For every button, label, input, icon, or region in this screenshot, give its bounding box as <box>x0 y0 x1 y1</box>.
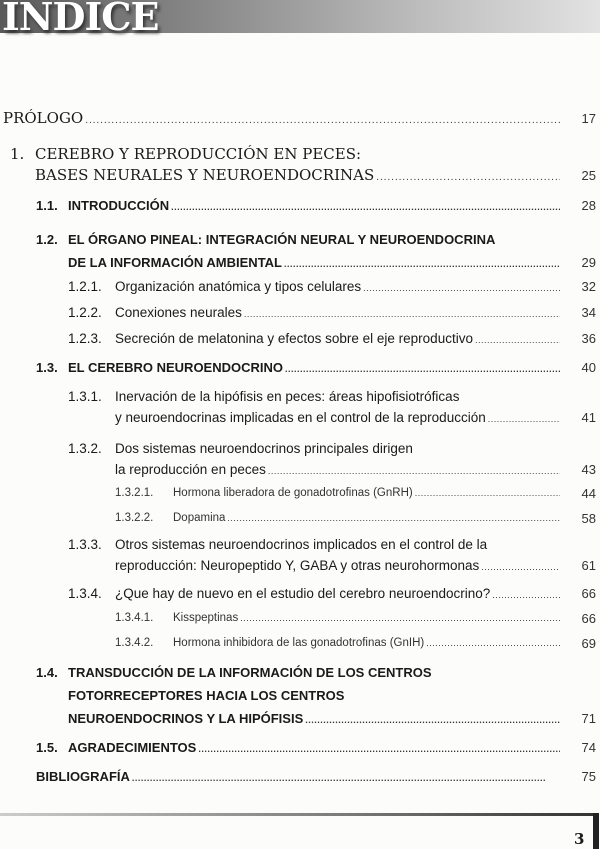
toc-entry-page: 61 <box>581 558 596 573</box>
toc-entry <box>0 765 600 788</box>
toc-entry-line: Kisspeptinas <box>173 612 239 624</box>
toc-entry-title <box>68 356 560 381</box>
toc-entry <box>0 228 600 274</box>
toc-entry-title <box>115 302 560 325</box>
toc-entry-line: la reproducción en peces <box>115 462 266 477</box>
toc-entry-page: 29 <box>581 255 596 270</box>
toc-entry-line: FOTORRECEPTORES HACIA LOS CENTROS <box>68 688 345 703</box>
toc-entry <box>0 194 600 217</box>
toc-entry-line: Conexiones neurales <box>115 305 242 320</box>
toc-entry-line: Otros sistemas neuroendocrinos implicados en el control de la <box>115 537 488 552</box>
toc-entry-number: 1.3.4.1. <box>115 612 154 624</box>
toc-entry <box>0 108 600 129</box>
toc-entry-page: 28 <box>581 198 596 213</box>
toc-entry <box>0 356 600 379</box>
toc-entry <box>0 302 600 323</box>
toc-entry-line: CEREBRO Y REPRODUCCIÓN EN PECES: <box>35 145 362 163</box>
toc-entry-number: 1.2.2. <box>68 305 102 320</box>
toc-entry-title <box>68 194 560 219</box>
toc-entry-number: 1.2.3. <box>68 331 102 346</box>
toc-entry-page: 25 <box>581 168 596 183</box>
toc-entry-line: Inervación de la hipófisis en peces: áreas hipofisiotróficas <box>115 389 460 404</box>
toc-entry-page: 69 <box>581 636 596 651</box>
toc-entry-title <box>115 583 560 606</box>
toc-entry-number: 1.3.4. <box>68 586 102 601</box>
toc-entry-line: Hormona inhibidora de las gonadotrofinas (GnIH) <box>173 637 425 649</box>
toc-entry <box>0 608 600 629</box>
dot-leader <box>240 608 560 629</box>
toc-entry-title <box>115 438 560 482</box>
toc-entry-page: 58 <box>581 511 596 526</box>
toc-entry-line: AGRADECIMIENTOS <box>68 740 197 755</box>
toc-entry-line: Hormona liberadora de gonadotrofinas (GnRH) <box>173 487 413 499</box>
toc-entry <box>0 144 600 186</box>
toc-entry-line: INTRODUCCIÓN <box>68 198 170 213</box>
page-title: INDICE <box>2 0 159 39</box>
toc-entry-line: Dos sistemas neuroendocrinos principales dirigen <box>115 441 413 456</box>
dot-leader <box>227 508 560 529</box>
toc-entry <box>0 661 600 730</box>
toc-entry-title <box>173 633 560 654</box>
toc-entry-number: 1.2.1. <box>68 279 102 294</box>
toc-entry-page: 44 <box>581 486 596 501</box>
toc-entry-line: ¿Que hay de nuevo en el estudio del cerebro neuroendocrino? <box>115 586 491 601</box>
toc-entry <box>0 386 600 428</box>
toc-entry-page: 66 <box>581 586 596 601</box>
toc-entry <box>0 276 600 297</box>
toc-entry-title <box>115 386 560 430</box>
toc-entry-title <box>68 228 560 276</box>
toc-entry-title <box>68 736 560 761</box>
toc-entry-line: DE LA INFORMACIÓN AMBIENTAL <box>68 255 282 270</box>
footer-rule <box>0 813 596 816</box>
header-banner <box>0 0 600 39</box>
toc-entry-number: 1.3.2.1. <box>115 487 154 499</box>
toc-entry <box>0 328 600 349</box>
toc-entry-title <box>173 483 560 504</box>
toc-entry <box>0 736 600 759</box>
dot-leader <box>268 461 560 482</box>
dot-leader <box>376 168 560 189</box>
toc-entry-line: PRÓLOGO <box>3 109 84 127</box>
toc-entry-line: EL CEREBRO NEUROENDOCRINO <box>68 360 284 375</box>
toc-entry-number: 1.3.2.2. <box>115 512 154 524</box>
dot-leader <box>198 738 560 761</box>
toc-entry-number: 1. <box>10 145 25 163</box>
toc-entry-title <box>115 534 560 578</box>
toc-entry-page: 75 <box>581 769 596 784</box>
toc-entry-page: 32 <box>581 279 596 294</box>
toc-entry-page: 34 <box>581 305 596 320</box>
dot-leader <box>244 304 560 325</box>
toc-entry-line: reproducción: Neuropeptido Y, GABA y otras neurohormonas <box>115 558 480 573</box>
dot-leader <box>285 358 560 381</box>
footer-rule-vertical <box>593 813 599 849</box>
toc-entry-line: Secreción de melatonina y efectos sobre el eje reproductivo <box>115 331 473 346</box>
toc-entry <box>0 633 600 654</box>
toc-entry-title <box>173 608 560 629</box>
toc-entry-page: 36 <box>581 331 596 346</box>
toc-entry-line: NEUROENDOCRINOS Y LA HIPÓFISIS <box>68 711 304 726</box>
dot-leader <box>492 585 560 606</box>
toc-entry-title <box>35 144 560 189</box>
dot-leader <box>481 557 560 578</box>
toc-entry-page: 71 <box>581 711 596 726</box>
dot-leader <box>284 253 560 276</box>
toc-entry-page: 43 <box>581 462 596 477</box>
toc-entry-page: 17 <box>581 111 596 126</box>
toc-entry <box>0 508 600 529</box>
toc-entry-title <box>115 276 560 299</box>
toc-entry <box>0 483 600 504</box>
toc-entry-number: 1.5. <box>36 740 58 755</box>
toc-entry-number: 1.4. <box>36 665 58 680</box>
dot-leader <box>363 278 560 299</box>
toc-entry <box>0 438 600 480</box>
toc-entry-page: 40 <box>581 360 596 375</box>
toc-entry-line: TRANSDUCCIÓN DE LA INFORMACIÓN DE LOS CENTROS <box>68 665 432 680</box>
toc-entry-title <box>173 508 560 529</box>
dot-leader <box>415 483 560 504</box>
toc-entry-title <box>3 108 560 132</box>
toc-entry-number: 1.3.2. <box>68 441 102 456</box>
toc-entry-line: EL ÓRGANO PINEAL: INTEGRACIÓN NEURAL Y NEUROENDOCRINA <box>68 232 496 247</box>
toc-entry-line: BASES NEURALES Y NEUROENDOCRINAS <box>35 166 375 184</box>
dot-leader <box>171 196 560 219</box>
toc-entry-line: y neuroendocrinas implicadas en el control de la reproducción <box>115 410 486 425</box>
dot-leader <box>305 709 560 732</box>
toc-entry-number: 1.2. <box>36 232 58 247</box>
toc-entry-number: 1.3.1. <box>68 389 102 404</box>
toc-entry <box>0 583 600 604</box>
dot-leader <box>132 767 560 790</box>
dot-leader <box>475 330 560 351</box>
toc-entry-page: 41 <box>581 410 596 425</box>
toc-entry-number: 1.3.3. <box>68 537 102 552</box>
toc-entry-title <box>115 328 560 351</box>
dot-leader <box>488 409 560 430</box>
toc-entry-number: 1.1. <box>36 198 58 213</box>
toc-entry <box>0 534 600 576</box>
toc-entry-line: BIBLIOGRAFÍA <box>36 769 130 784</box>
toc-entry-line: Organización anatómica y tipos celulares <box>115 279 362 294</box>
toc-entry-title <box>36 765 560 790</box>
page-number: 3 <box>574 830 585 848</box>
toc-entry-number: 1.3. <box>36 360 58 375</box>
toc-entry-page: 74 <box>581 740 596 755</box>
toc-entry-page: 66 <box>581 611 596 626</box>
toc-entry-title <box>68 661 560 732</box>
toc-entry-number: 1.3.4.2. <box>115 637 154 649</box>
dot-leader <box>426 633 560 654</box>
dot-leader <box>85 111 560 132</box>
toc-entry-line: Dopamina <box>173 512 226 524</box>
